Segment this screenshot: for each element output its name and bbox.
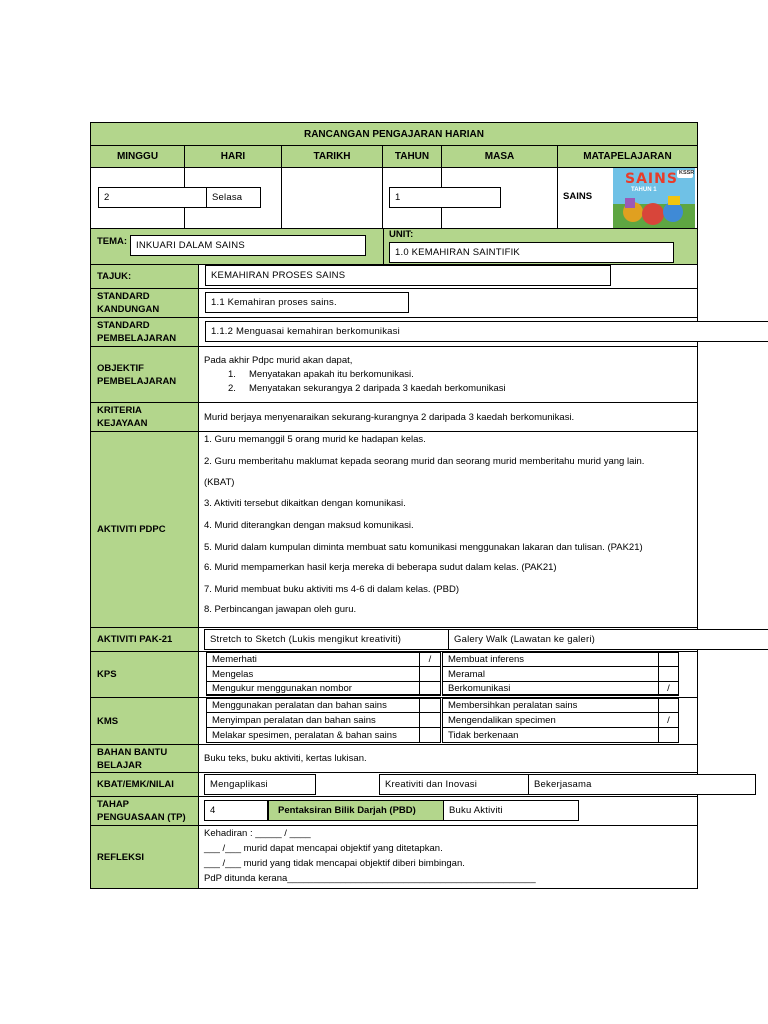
kbat-field-3[interactable]: Bekerjasama (528, 774, 756, 795)
tajuk-label: TAJUK: (97, 271, 132, 282)
kps-checkbox[interactable] (658, 652, 679, 667)
standard-kandungan-field[interactable]: 1.1 Kemahiran proses sains. (205, 292, 409, 313)
tahap-field[interactable]: 4 (204, 800, 268, 821)
col-header-tarikh: TARIKH (313, 150, 351, 162)
book-cover-image (613, 168, 695, 228)
kps-skill: Memerhati (206, 652, 420, 667)
tajuk-field[interactable]: KEMAHIRAN PROSES SAINS (205, 265, 611, 286)
col-header-minggu: MINGGU (116, 150, 159, 162)
minggu-field[interactable]: 2 (98, 187, 208, 208)
kms-checkbox[interactable] (658, 727, 679, 743)
objektif-intro: Pada akhir Pdpc murid akan dapat, (204, 355, 353, 366)
kbat-field-1[interactable]: Mengaplikasi (204, 774, 316, 795)
col-header-tahun: TAHUN (394, 150, 430, 162)
standard-kandungan-label: STANDARD KANDUNGAN (97, 291, 160, 315)
tema-field[interactable]: INKUARI DALAM SAINS (130, 235, 366, 256)
kps-skill: Mengelas (206, 666, 420, 682)
objektif-label: OBJEKTIF PEMBELAJARAN (97, 362, 177, 387)
matapelajaran-value: SAINS (563, 191, 593, 202)
kbat-field-2[interactable]: Kreativiti dan Inovasi (379, 774, 529, 795)
objektif-item-num: 1. (228, 369, 236, 380)
objektif-item: Menyatakan apakah itu berkomunikasi. (249, 369, 414, 380)
pbd-field[interactable]: Buku Aktiviti (443, 800, 579, 821)
col-header-matapelajaran: MATAPELAJARAN (583, 150, 672, 162)
hari-field[interactable]: Selasa (206, 187, 261, 208)
book-logo-text: SAINS (625, 171, 678, 187)
kps-skill: Meramal (442, 666, 659, 682)
bahan-value: Buku teks, buku aktiviti, kertas lukisan. (204, 753, 367, 764)
kps-checkbox[interactable] (419, 681, 441, 696)
kps-checkbox[interactable]: / (658, 681, 679, 696)
book-badge: KSSR (679, 170, 695, 176)
tahap-label: TAHAP PENGUASAAN (TP) (97, 799, 186, 823)
kbat-label: KBAT/EMK/NILAI (97, 779, 174, 790)
kms-checkbox[interactable]: / (658, 712, 679, 728)
kms-checkbox[interactable] (419, 698, 441, 713)
pak21-label: AKTIVITI PAK-21 (97, 634, 173, 645)
pak21-option-1[interactable]: Stretch to Sketch (Lukis mengikut kreativiti) (204, 629, 449, 650)
standard-pembelajaran-label: STANDARD PEMBELAJARAN (97, 320, 177, 344)
kps-skill: Berkomunikasi (442, 681, 659, 696)
refleksi-line: PdP ditunda kerana_______________________________________________ (204, 873, 536, 884)
refleksi-line: Kehadiran : _____ / ____ (204, 828, 311, 839)
page-title: RANCANGAN PENGAJARAN HARIAN (303, 128, 484, 140)
col-header-hari: HARI (220, 150, 246, 162)
tema-label: TEMA: (97, 236, 128, 247)
kms-checkbox[interactable] (419, 727, 441, 743)
aktiviti-step: 3. Aktiviti tersebut dikaitkan dengan komunikasi. (204, 498, 406, 509)
bahan-label: BAHAN BANTU BELAJAR (97, 746, 168, 771)
standard-pembelajaran-field[interactable]: 1.1.2 Menguasai kemahiran berkomunikasi (205, 321, 768, 342)
refleksi-line: ___ /___ murid dapat mencapai objektif yang ditetapkan. (204, 843, 443, 854)
kriteria-value: Murid berjaya menyenaraikan sekurang-kurangnya 2 daripada 3 kaedah berkomunikasi. (204, 412, 575, 423)
unit-field[interactable]: 1.0 KEMAHIRAN SAINTIFIK (389, 242, 674, 263)
aktiviti-step: 8. Perbincangan jawapan oleh guru. (204, 604, 357, 615)
aktiviti-step: 2. Guru memberitahu maklumat kepada seorang murid dan seorang murid memberitahu murid yang lain. (204, 456, 645, 467)
kps-checkbox[interactable] (658, 666, 679, 682)
aktiviti-label: AKTIVITI PDPC (97, 524, 166, 535)
kms-skill: Menyimpan peralatan dan bahan sains (206, 712, 420, 728)
pbd-label: Pentaksiran Bilik Darjah (PBD) (278, 805, 416, 816)
kps-checkbox[interactable] (419, 666, 441, 682)
kps-skill: Mengukur menggunakan nombor (206, 681, 420, 696)
kriteria-label: KRITERIA KEJAYAAN (97, 405, 148, 429)
pak21-option-2[interactable]: Galery Walk (Lawatan ke galeri) (448, 629, 768, 650)
col-header-masa: MASA (484, 150, 515, 162)
kms-skill: Mengendalikan specimen (442, 712, 659, 728)
kms-checkbox[interactable] (419, 712, 441, 728)
aktiviti-step: 1. Guru memanggil 5 orang murid ke hadapan kelas. (204, 434, 426, 445)
kms-skill: Melakar spesimen, peralatan & bahan sains (206, 727, 420, 743)
kps-label: KPS (97, 669, 117, 680)
book-sub-text: TAHUN 1 (631, 187, 657, 193)
aktiviti-step: 6. Murid mempamerkan hasil kerja mereka di beberapa sudut dalam kelas. (PAK21) (204, 562, 557, 573)
aktiviti-step: 7. Murid membuat buku aktiviti ms 4-6 di dalam kelas. (PBD) (204, 584, 460, 595)
kps-skill: Membuat inferens (442, 652, 659, 667)
kms-skill: Menggunakan peralatan dan bahan sains (206, 698, 420, 713)
aktiviti-step: 5. Murid dalam kumpulan diminta membuat satu komunikasi menggunakan lakaran dan tulisan. (PAK21) (204, 542, 643, 553)
aktiviti-step: 4. Murid diterangkan dengan maksud komunikasi. (204, 520, 414, 531)
objektif-item-num: 2. (228, 383, 236, 394)
kms-skill: Tidak berkenaan (442, 727, 659, 743)
kms-skill: Membersihkan peralatan sains (442, 698, 659, 713)
kps-checkbox[interactable]: / (419, 652, 441, 667)
kms-label: KMS (97, 715, 119, 727)
tahun-field[interactable]: 1 (389, 187, 501, 208)
objektif-item: Menyatakan sekurangya 2 daripada 3 kaedah berkomunikasi (249, 383, 506, 394)
refleksi-line: ___ /___ murid yang tidak mencapai objektif diberi bimbingan. (204, 858, 465, 869)
kms-checkbox[interactable] (658, 698, 679, 713)
unit-label: UNIT: (389, 229, 414, 240)
refleksi-label: REFLEKSI (97, 851, 144, 863)
aktiviti-step: (KBAT) (204, 477, 235, 488)
